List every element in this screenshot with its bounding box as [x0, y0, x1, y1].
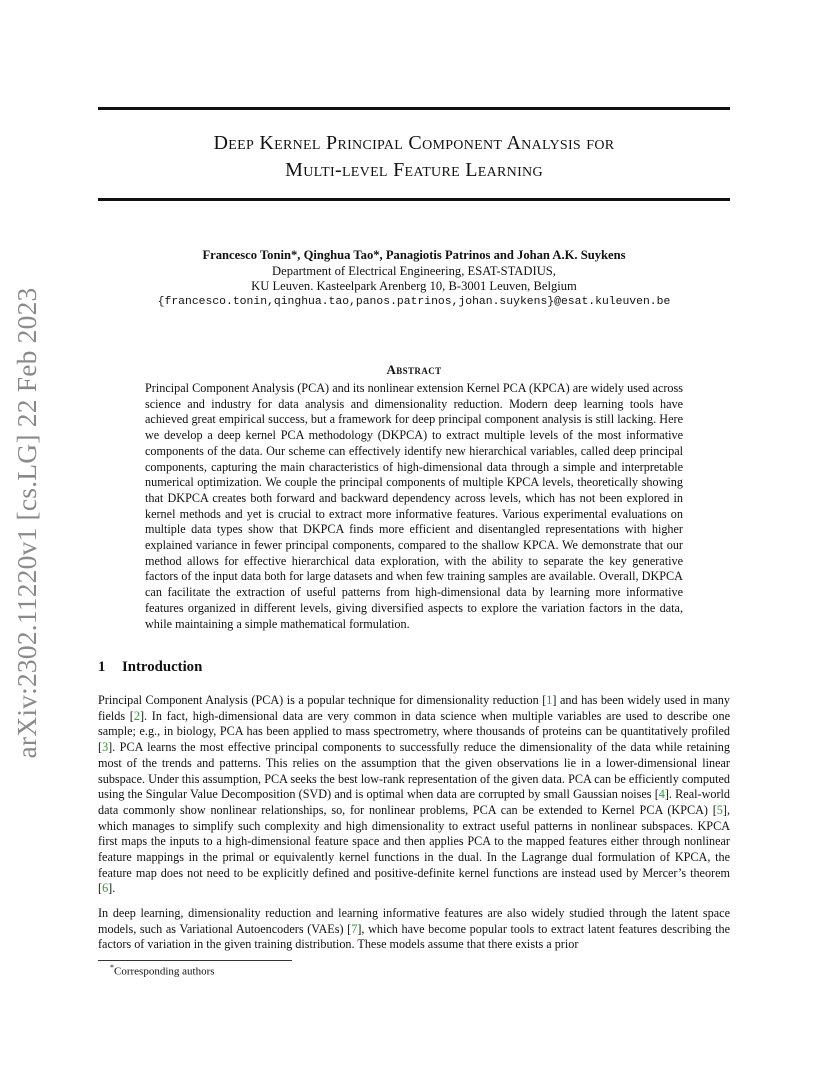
title-line-1: Deep Kernel Principal Component Analysis for	[213, 132, 615, 154]
title-rule-bottom	[98, 198, 730, 201]
section-number: 1	[98, 659, 106, 675]
citation-link[interactable]: 4	[658, 787, 665, 802]
section-heading	[98, 659, 202, 676]
footnote	[110, 963, 215, 978]
intro-paragraph-1	[98, 693, 730, 897]
title-rule-top	[98, 107, 730, 110]
footnote-mark: *	[110, 963, 114, 972]
author-emails: {francesco.tonin,qinghua.tao,panos.patrinos,johan.suykens}@esat.kuleuven.be	[157, 295, 671, 308]
section-title: Introduction	[122, 659, 203, 675]
author-block	[98, 248, 730, 310]
text-run: ], which manages to simplify such complexity and high dimensionality to extract useful patterns in nonlinear subspaces. KPCA first maps the inputs to a high-dimensional feature space and then applies PCA to the mapped features either through nonlinear feature mappings in the primal or equivalently kernel functions in the dual. In the Lagrange dual formulation of KPCA, the feature map does not need to be explicitly defined and positive-definite kernel functions are instead used by Mercer’s theorem [	[98, 802, 730, 896]
text-run: In deep learning, dimensionality reduction and learning informative features are also widely studied through the latent space models, such as Variational Autoencoders (VAEs) [	[98, 906, 730, 936]
text-run: ]. In fact, high-dimensional data are very common in data science when multiple variables are used to describe one sample; e.g., in biology, PCA has been applied to mass spectrometry, where thousands of proteins can be quantitatively profiled [	[98, 708, 730, 755]
abstract-text: Principal Component Analysis (PCA) and its nonlinear extension Kernel PCA (KPCA) are widely used across science and industry for data analysis and dimensionality reduction. Modern deep learning tools have achieved great empirical success, but a framework for deep principal component analysis is still lacking. Here we develop a deep kernel PCA methodology (DKPCA) to extract multiple levels of the most informative components of the data. Our scheme can effectively identify new hierarchical variables, called deep principal components, capturing the main characteristics of high-dimensional data through a simple and interpretable numerical optimization. We couple the principal components of multiple KPCA levels, theoretically showing that DKPCA creates both forward and backward dependency across levels, which has not been explored in kernel methods and yet is crucial to extract more informative features. Various experimental evaluations on multiple data types show that DKPCA finds more efficient and disentangled representations with higher explained variance in fewer principal components, compared to the shallow KPCA. We demonstrate that our method allows for effective hierarchical data exploration, with the ability to separate the key generative factors of the input data both for large datasets and when few training samples are available. Overall, DKPCA can facilitate the extraction of useful patterns from high-dimensional data by learning more informative features organized in different levels, giving diversified aspects to explore the variation factors in the data, while maintaining a simple mathematical formulation.	[145, 381, 683, 631]
text-run: ], which have become popular tools to extract latent features describing the factors of variation in the given training distribution. These models assume that there exists a prior	[98, 921, 730, 952]
footnote-text: Corresponding authors	[114, 965, 215, 978]
arxiv-id: arXiv:2302.11220v1 [cs.LG] 22 Feb 2023	[11, 287, 42, 759]
footnote-rule	[98, 960, 292, 961]
text-run: ].	[108, 881, 116, 896]
paper-title	[98, 130, 730, 184]
intro-paragraph-2	[98, 906, 730, 953]
citation-link[interactable]: 2	[133, 708, 140, 723]
text-run: Principal Component Analysis (PCA) is a popular technique for dimensionality reduction [	[98, 693, 547, 707]
citation-link[interactable]: 6	[102, 881, 109, 896]
abstract-heading: Abstract	[386, 362, 442, 377]
author-address: KU Leuven. Kasteelpark Arenberg 10, B-3001 Leuven, Belgium	[251, 279, 577, 294]
text-run: ]. PCA learns the most effective principal components to successfully reduce the dimensionality of the data while retaining most of the trends and patterns. This relies on the assumption that the given observations lie in a lower-dimensional linear subspace. Under this assumption, PCA seeks the best low-rank representation of the given data. PCA can be efficiently computed using the Singular Value Decomposition (SVD) and is optimal when data are corrupted by small Gaussian noises [	[98, 740, 730, 802]
citation-link[interactable]: 5	[716, 802, 723, 817]
author-department: Department of Electrical Engineering, ESAT-STADIUS,	[272, 263, 556, 278]
text-run: ]. Real-world data commonly show nonlinear relationships, so, for nonlinear problems, PCA can be extended to Kernel PCA (KPCA) [	[98, 787, 731, 817]
author-names: Francesco Tonin*, Qinghua Tao*, Panagiotis Patrinos and Johan A.K. Suykens	[202, 248, 626, 262]
citation-link[interactable]: 3	[102, 740, 109, 755]
citation-link[interactable]: 7	[351, 921, 358, 936]
text-run: ] and has been widely used in many fields [	[98, 693, 730, 723]
citation-link[interactable]: 1	[546, 693, 553, 707]
title-line-2: Multi-level Feature Learning	[285, 159, 543, 181]
